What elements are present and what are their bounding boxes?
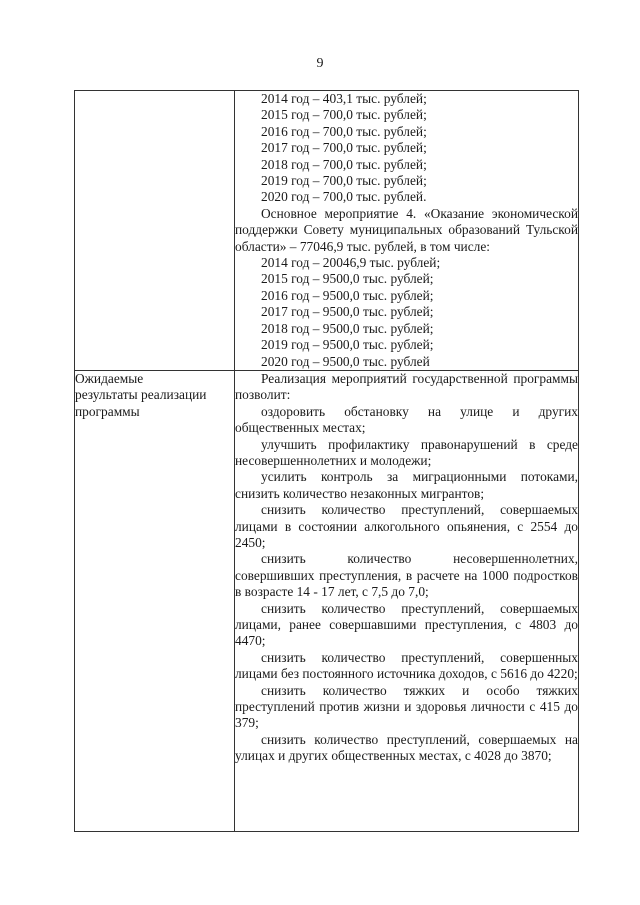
funding-year-line: 2016 год – 700,0 тыс. рублей; (261, 123, 427, 139)
event4-year-line: 2020 год – 9500,0 тыс. рублей (261, 353, 430, 369)
event4-year-line: 2016 год – 9500,0 тыс. рублей; (261, 287, 434, 303)
expected-results-row (75, 370, 579, 831)
funding-row-content-cell (235, 91, 579, 371)
funding-row (75, 91, 579, 371)
event4-year-line: 2014 год – 20046,9 тыс. рублей; (261, 255, 441, 271)
funding-year-line: 2015 год – 700,0 тыс. рублей; (261, 107, 427, 123)
program-passport-table (74, 90, 579, 832)
expected-result-item: снизить количество несовершеннолетних, совершивших преступления, в расчете на 1000 подростков в возрасте 14 - 17 лет, с 7,5 до 7,0; (235, 551, 578, 600)
event4-year-line: 2018 год – 9500,0 тыс. рублей; (261, 320, 434, 336)
funding-row-label-cell (75, 91, 235, 371)
expected-result-item: снизить количество преступлений, совершаемых на улицах и других общественных местах, с 4028 до 3870; (235, 731, 578, 764)
page-number: 9 (316, 56, 324, 71)
funding-year-line: 2019 год – 700,0 тыс. рублей; (261, 173, 427, 189)
event4-year-line: 2017 год – 9500,0 тыс. рублей; (261, 304, 434, 320)
expected-result-item: усилить контроль за миграционными потоками, снизить количество незаконных мигрантов; (235, 469, 578, 501)
event4-year-line: 2019 год – 9500,0 тыс. рублей; (261, 337, 434, 353)
expected-result-item: снизить количество преступлений, совершенных лицами без постоянного источника доходов, с 5616 до 4220; (235, 649, 578, 682)
expected-result-item: снизить количество тяжких и особо тяжких преступлений против жизни и здоровья личности с 415 до 379; (235, 682, 578, 731)
expected-result-item: улучшить профилактику правонарушений в среде несовершеннолетних и молодежи; (235, 436, 578, 468)
funding-year-line: 2017 год – 700,0 тыс. рублей; (261, 140, 427, 156)
funding-year-line: 2014 год – 403,1 тыс. рублей; (261, 91, 427, 106)
funding-year-line: 2018 год – 700,0 тыс. рублей; (261, 156, 427, 172)
event4-year-line: 2015 год – 9500,0 тыс. рублей; (261, 271, 434, 287)
funding-year-line: 2020 год – 700,0 тыс. рублей. (261, 189, 427, 205)
expected-result-item: оздоровить обстановку на улице и других общественных местах; (235, 403, 578, 436)
expected-results-label-cell (75, 370, 235, 831)
expected-results-content-cell (235, 370, 579, 831)
expected-result-item: снизить количество преступлений, совершаемых лицами, ранее совершавшими преступления, с 4803 до 4470; (235, 600, 578, 649)
expected-results-label-line: Ожидаемые (75, 370, 144, 386)
expected-results-label-line: программы (75, 403, 140, 419)
expected-results-intro: Реализация мероприятий государственной программы позволит: (235, 370, 578, 403)
expected-result-item: снизить количество преступлений, совершаемых лицами в состоянии алкогольного опьянения, с 2554 до 2450; (235, 502, 578, 550)
event4-paragraph: Основное мероприятие 4. «Оказание экономической поддержки Совету муниципальных образований Тульской области» – 77046,9 тыс. рублей, в том числе: (235, 205, 578, 254)
expected-results-label-line: результаты реализации (75, 387, 207, 403)
